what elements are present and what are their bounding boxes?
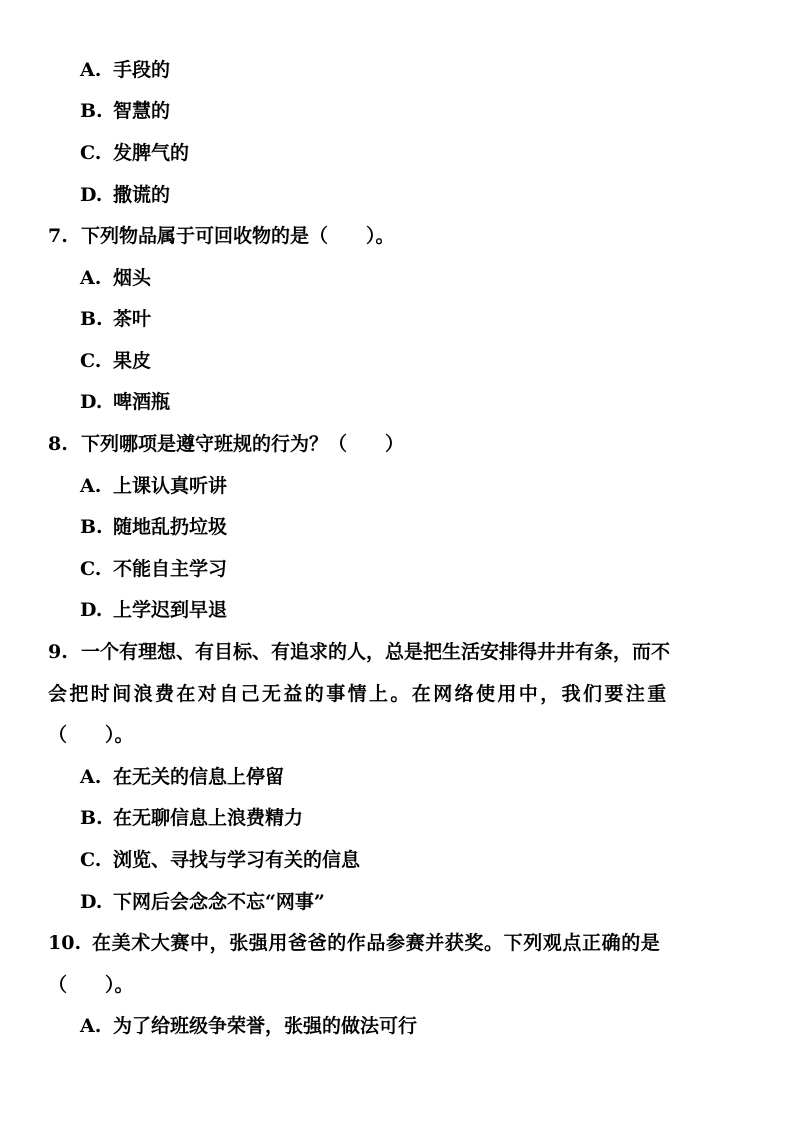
q9-option-b bbox=[80, 806, 303, 830]
q9-stem-line1 bbox=[48, 640, 670, 664]
q6-option-c bbox=[80, 141, 189, 165]
option-tag: B. bbox=[80, 516, 103, 538]
q8-option-b bbox=[80, 515, 227, 539]
question-number: 7. bbox=[48, 225, 68, 247]
question-text: 在美术大赛中，张强用爸爸的作品参赛并获奖。下列观点正确的是 bbox=[92, 932, 661, 954]
option-text: 随地乱扔垃圾 bbox=[113, 516, 228, 538]
q7-option-c bbox=[80, 349, 151, 373]
q10-stem-line2 bbox=[48, 973, 134, 997]
question-text: 一个有理想、有目标、有追求的人，总是把生活安排得井井有条，而不 bbox=[81, 641, 671, 663]
q7-option-b bbox=[80, 307, 151, 331]
option-tag: A. bbox=[80, 766, 102, 788]
option-tag: B. bbox=[80, 100, 103, 122]
option-tag: A. bbox=[80, 59, 102, 81]
option-text: 果皮 bbox=[113, 350, 152, 372]
q8-option-c bbox=[80, 557, 227, 581]
option-text: 撒谎的 bbox=[113, 184, 171, 206]
question-number: 8. bbox=[48, 433, 68, 455]
option-tag: A. bbox=[80, 1015, 102, 1037]
question-text: （ ）。 bbox=[48, 974, 134, 996]
option-tag: B. bbox=[80, 308, 103, 330]
option-text: 浏览、寻找与学习有关的信息 bbox=[113, 849, 361, 871]
option-tag: D. bbox=[80, 599, 103, 621]
option-text: 烟头 bbox=[113, 267, 152, 289]
question-number: 10. bbox=[48, 932, 82, 954]
question-text: 会把时间浪费在对自己无益的事情上。在网络使用中，我们要注重 bbox=[48, 683, 669, 705]
option-text: 智慧的 bbox=[113, 100, 171, 122]
q8-stem bbox=[48, 432, 404, 456]
q8-option-a bbox=[80, 474, 227, 498]
option-tag: C. bbox=[80, 849, 102, 871]
option-tag: D. bbox=[80, 184, 103, 206]
option-text: 发脾气的 bbox=[113, 142, 190, 164]
q7-stem bbox=[48, 224, 395, 248]
option-tag: A. bbox=[80, 267, 102, 289]
q9-stem-line2 bbox=[48, 682, 669, 706]
q6-option-d bbox=[80, 183, 170, 207]
option-tag: D. bbox=[80, 391, 103, 413]
q8-option-d bbox=[80, 598, 227, 622]
q9-option-a bbox=[80, 765, 284, 789]
question-number: 9. bbox=[48, 641, 68, 663]
option-text: 手段的 bbox=[113, 59, 171, 81]
option-text: 上学迟到早退 bbox=[113, 599, 228, 621]
option-tag: D. bbox=[80, 891, 103, 913]
q6-option-a bbox=[80, 58, 170, 82]
question-text: 下列哪项是遵守班规的行为？（ ） bbox=[81, 433, 405, 455]
q7-option-a bbox=[80, 266, 151, 290]
option-text: 啤酒瓶 bbox=[113, 391, 171, 413]
q9-option-d bbox=[80, 890, 325, 914]
option-tag: C. bbox=[80, 350, 102, 372]
option-tag: C. bbox=[80, 142, 102, 164]
option-text: 下网后会念念不忘“网事” bbox=[113, 891, 325, 913]
q7-option-d bbox=[80, 390, 170, 414]
option-text: 在无关的信息上停留 bbox=[113, 766, 285, 788]
option-text: 茶叶 bbox=[113, 308, 152, 330]
option-text: 上课认真听讲 bbox=[113, 475, 228, 497]
q10-stem-line1 bbox=[48, 931, 660, 955]
option-text: 在无聊信息上浪费精力 bbox=[113, 807, 304, 829]
option-text: 为了给班级争荣誉，张强的做法可行 bbox=[113, 1015, 418, 1037]
question-text: （ ）。 bbox=[48, 724, 134, 746]
q6-option-b bbox=[80, 99, 170, 123]
q9-option-c bbox=[80, 848, 360, 872]
option-tag: C. bbox=[80, 558, 102, 580]
option-tag: B. bbox=[80, 807, 103, 829]
option-tag: A. bbox=[80, 475, 102, 497]
option-text: 不能自主学习 bbox=[113, 558, 228, 580]
q10-option-a bbox=[80, 1014, 417, 1038]
q9-stem-line3 bbox=[48, 723, 134, 747]
question-text: 下列物品属于可回收物的是（ ）。 bbox=[81, 225, 395, 247]
